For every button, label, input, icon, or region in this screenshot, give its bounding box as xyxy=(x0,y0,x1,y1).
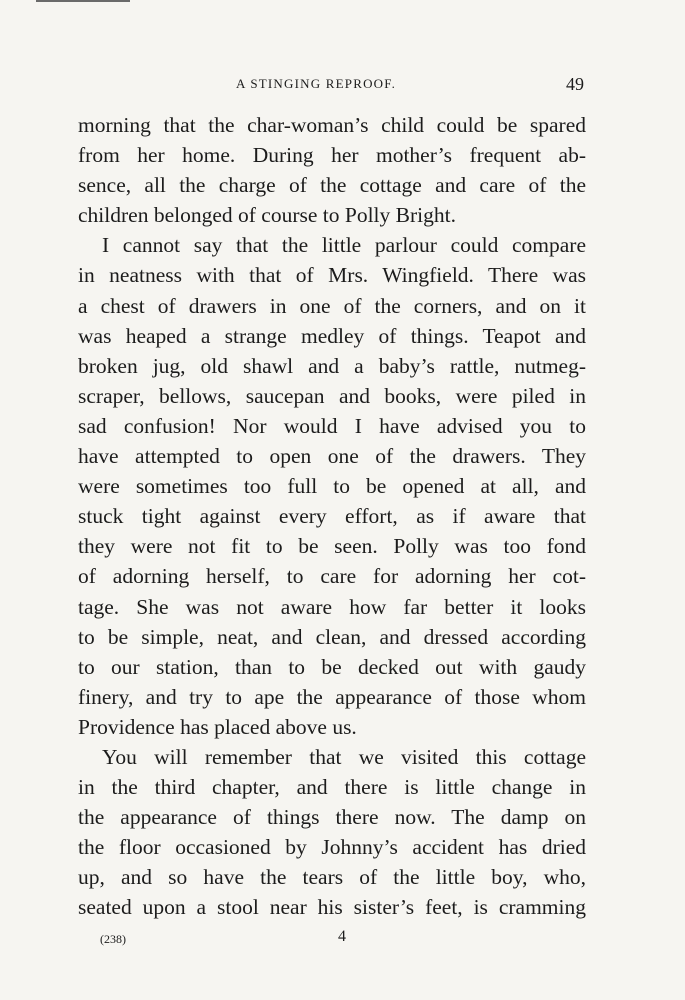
text-line: broken jug, old shawl and a baby’s rattle, nutmeg- xyxy=(78,353,586,378)
text-line: of adorning herself, to care for adorning her cot- xyxy=(78,564,586,589)
text-line: to be simple, neat, and clean, and dressed according xyxy=(78,624,586,649)
body-text xyxy=(78,110,586,923)
text-line: stuck tight against every effort, as if aware that xyxy=(78,504,586,529)
text-line: finery, and try to ape the appearance of those whom xyxy=(78,684,586,709)
running-head xyxy=(76,76,586,98)
text-line: tage. She was not aware how far better it looks xyxy=(78,594,586,619)
text-line: the floor occasioned by Johnny’s accident has dried xyxy=(78,835,586,860)
text-line: Providence has placed above us. xyxy=(78,714,357,739)
text-line: You will remember that we visited this cottage xyxy=(102,744,586,769)
text-line: was heaped a strange medley of things. Teapot and xyxy=(78,323,586,348)
running-title: A STINGING REPROOF. xyxy=(236,76,397,91)
text-line: in neatness with that of Mrs. Wingfield. There was xyxy=(78,263,586,288)
text-line: sence, all the charge of the cottage and care of the xyxy=(78,173,586,198)
text-line: a chest of drawers in one of the corners, and on it xyxy=(78,293,586,318)
text-line: to our station, than to be decked out with gaudy xyxy=(78,654,586,679)
signature-mark: 4 xyxy=(338,928,346,945)
text-line: the appearance of things there now. The damp on xyxy=(78,805,586,830)
page-footer xyxy=(100,928,500,952)
text-line: were sometimes too full to be opened at all, and xyxy=(78,474,586,499)
text-line: I cannot say that the little parlour could compare xyxy=(102,233,586,258)
text-line: seated upon a stool near his sister’s feet, is cramming xyxy=(78,895,586,920)
text-line: have attempted to open one of the drawers. They xyxy=(78,444,586,469)
text-line: up, and so have the tears of the little boy, who, xyxy=(78,865,586,890)
text-line: sad confusion! Nor would I have advised you to xyxy=(78,413,586,438)
top-rule xyxy=(36,0,130,2)
text-line: scraper, bellows, saucepan and books, were piled in xyxy=(78,383,586,408)
text-line: children belonged of course to Polly Bright. xyxy=(78,203,456,228)
text-line: morning that the char-woman’s child could be spared xyxy=(78,113,586,137)
printer-signature: (238) xyxy=(100,932,126,946)
text-line: from her home. During her mother’s frequent ab- xyxy=(78,143,586,168)
text-line: they were not fit to be seen. Polly was too fond xyxy=(78,534,586,559)
page-number: 49 xyxy=(566,74,584,94)
text-line: in the third chapter, and there is little change in xyxy=(78,775,586,800)
